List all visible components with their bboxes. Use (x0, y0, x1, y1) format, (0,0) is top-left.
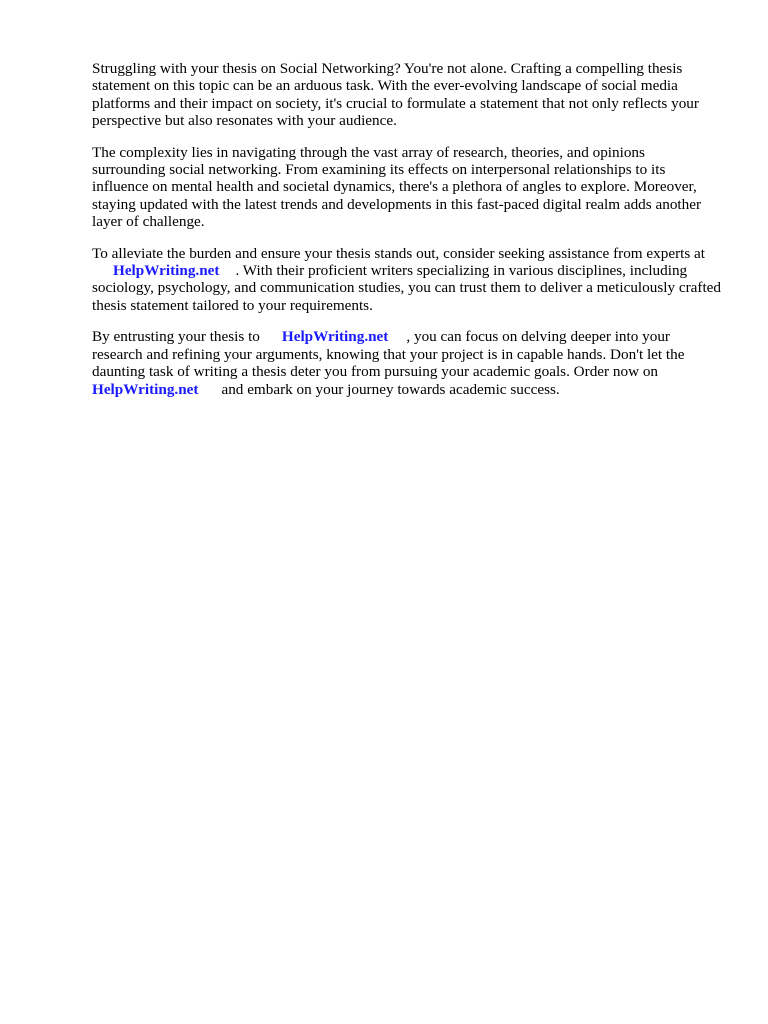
paragraph-3-body: . With their proficient writers specializing in various disciplines, including sociology, psychology, and communication studies, you can trust them to deliver a meticulously crafted thesis statement tailored to your requirements. (92, 262, 722, 314)
document-page (92, 60, 722, 412)
helpwriting-link-2[interactable]: HelpWriting.net (281, 328, 389, 346)
paragraph-4-outro: and embark on your journey towards academic success. (221, 380, 560, 398)
paragraph-4-intro: By entrusting your thesis to (92, 328, 260, 346)
helpwriting-link-3[interactable]: HelpWriting.net (92, 380, 199, 398)
paragraph-4-body: , you can focus on delving deeper into your research and refining your arguments, knowing that your project is in capable hands. Don't let the daunting task of writing a thesis deter you from pursuing your academic goals. Order now on (92, 328, 685, 381)
paragraph-2: The complexity lies in navigating through the vast array of research, theories, and opinions surrounding social networking. From examining its effects on interpersonal relationships to its influence on mental health and societal dynamics, there's a plethora of angles to explore. Moreover, staying updated with the latest trends and developments in this fast-paced digital realm adds another layer of challenge. (92, 143, 702, 231)
paragraph-4 (92, 328, 722, 398)
paragraph-3 (92, 245, 722, 315)
paragraph-3-intro: To alleviate the burden and ensure your thesis stands out, consider seeking assistance from experts at (92, 244, 706, 262)
paragraph-1: Struggling with your thesis on Social Networking? You're not alone. Crafting a compelling thesis statement on this topic can be an arduous task. With the ever-evolving landscape of social media platforms and their impact on society, it's crucial to formulate a statement that not only reflects your perspective but also resonates with your audience. (92, 60, 699, 130)
helpwriting-link-1[interactable]: HelpWriting.net (113, 262, 220, 280)
